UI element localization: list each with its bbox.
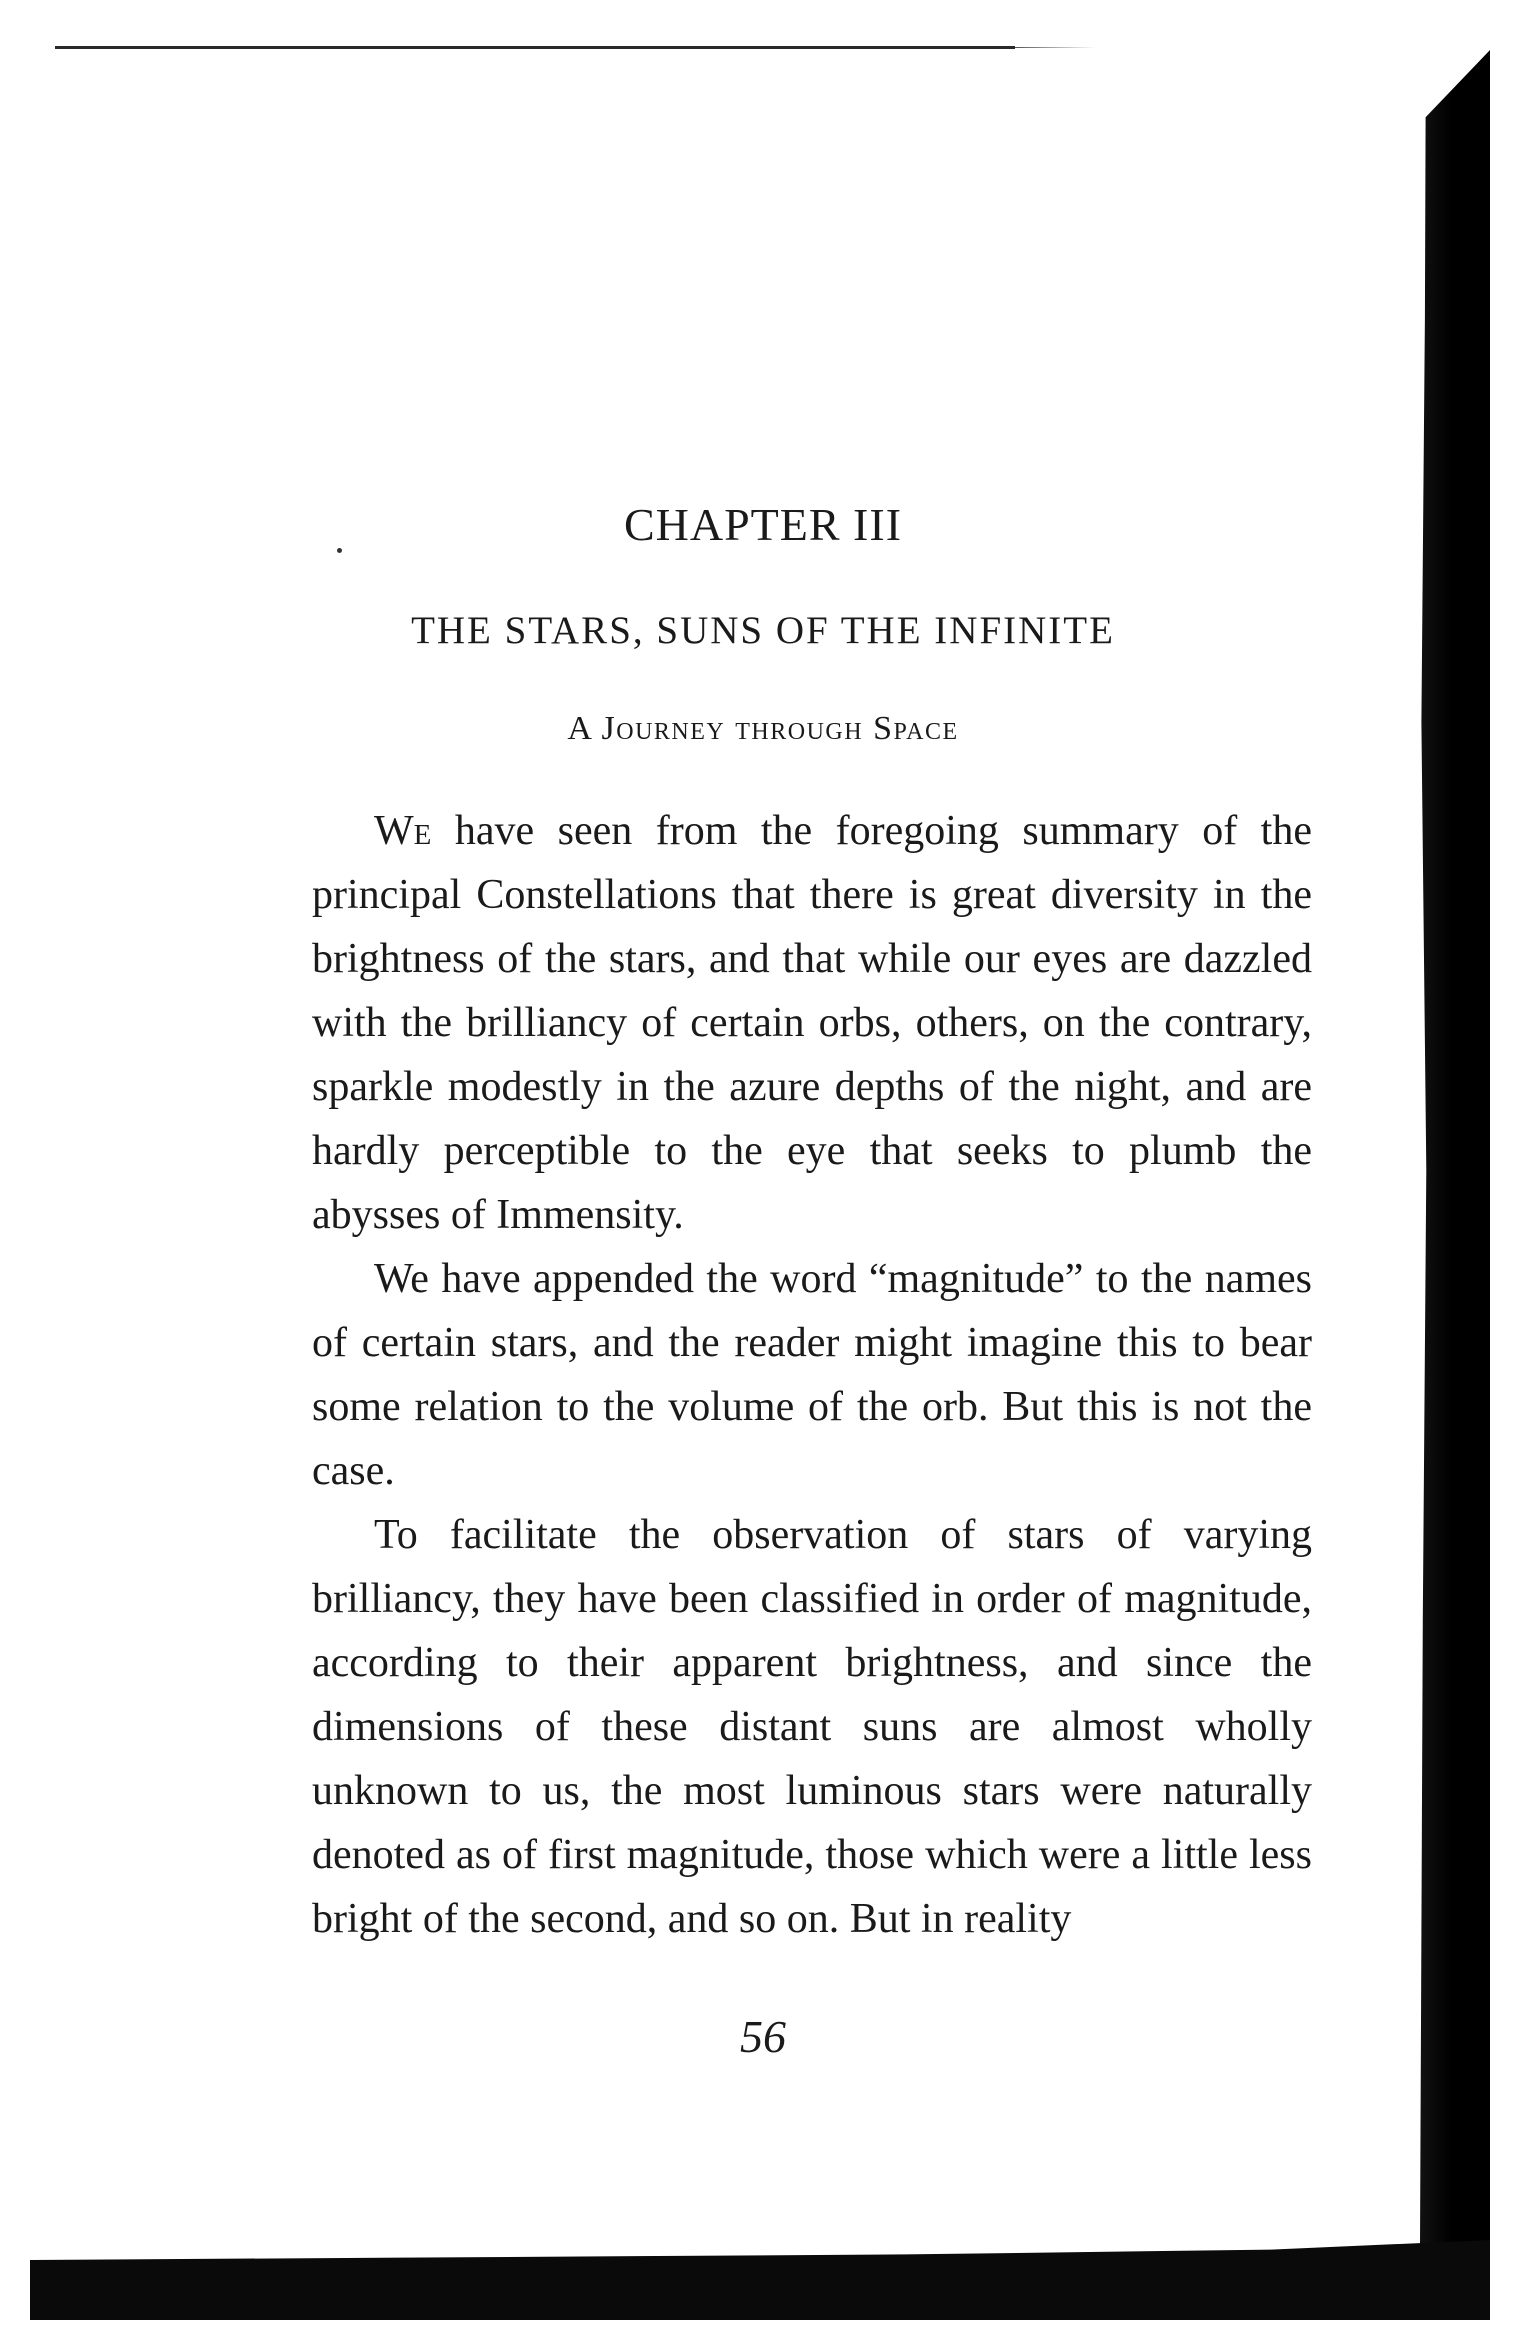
- paragraph-text: have seen from the foregoing summary of the principal Constellations that there is great diversity in the brightness of the stars, and that while our eyes are dazzled with the brilliancy of certain orbs, others, on the contrary, sparkle modestly in the azure depths of the night, and are hardly perceptible to the eye that seeks to plumb the abysses of Immensity.: [312, 808, 1312, 1238]
- top-rule: [55, 46, 1015, 49]
- body-text: [312, 799, 1312, 1951]
- chapter-title: THE STARS, SUNS OF THE INFINITE: [411, 609, 1115, 652]
- top-rule-fade: [1015, 47, 1095, 48]
- chapter-subtitle: A Journey through Space: [567, 710, 959, 747]
- scan-bottom-edge-shadow: [30, 2240, 1490, 2320]
- paragraph-2: [312, 1247, 1312, 1503]
- chapter-heading: CHAPTER III: [623, 499, 903, 550]
- paragraph-lead-word: We: [374, 808, 432, 854]
- paragraph-text: To facilitate the observation of stars of varying brilliancy, they have been classified in order of magnitude, according to their apparent brightness, and since the dimensions of these distant suns are almost wholly unknown to us, the most luminous stars were naturally denoted as of first magnitude, those which were a little less bright of the second, and so on. But in reality: [312, 1512, 1312, 1942]
- paragraph-text: We have appended the word “magnitude” to the names of certain stars, and the reader might imagine this to bear some relation to the volume of the orb. But this is not the case.: [312, 1256, 1312, 1494]
- paragraph-1: [312, 799, 1312, 1247]
- page-number: 56: [740, 2011, 786, 2062]
- paragraph-3: [312, 1503, 1312, 1951]
- scan-right-edge-shadow: [1420, 50, 1490, 2290]
